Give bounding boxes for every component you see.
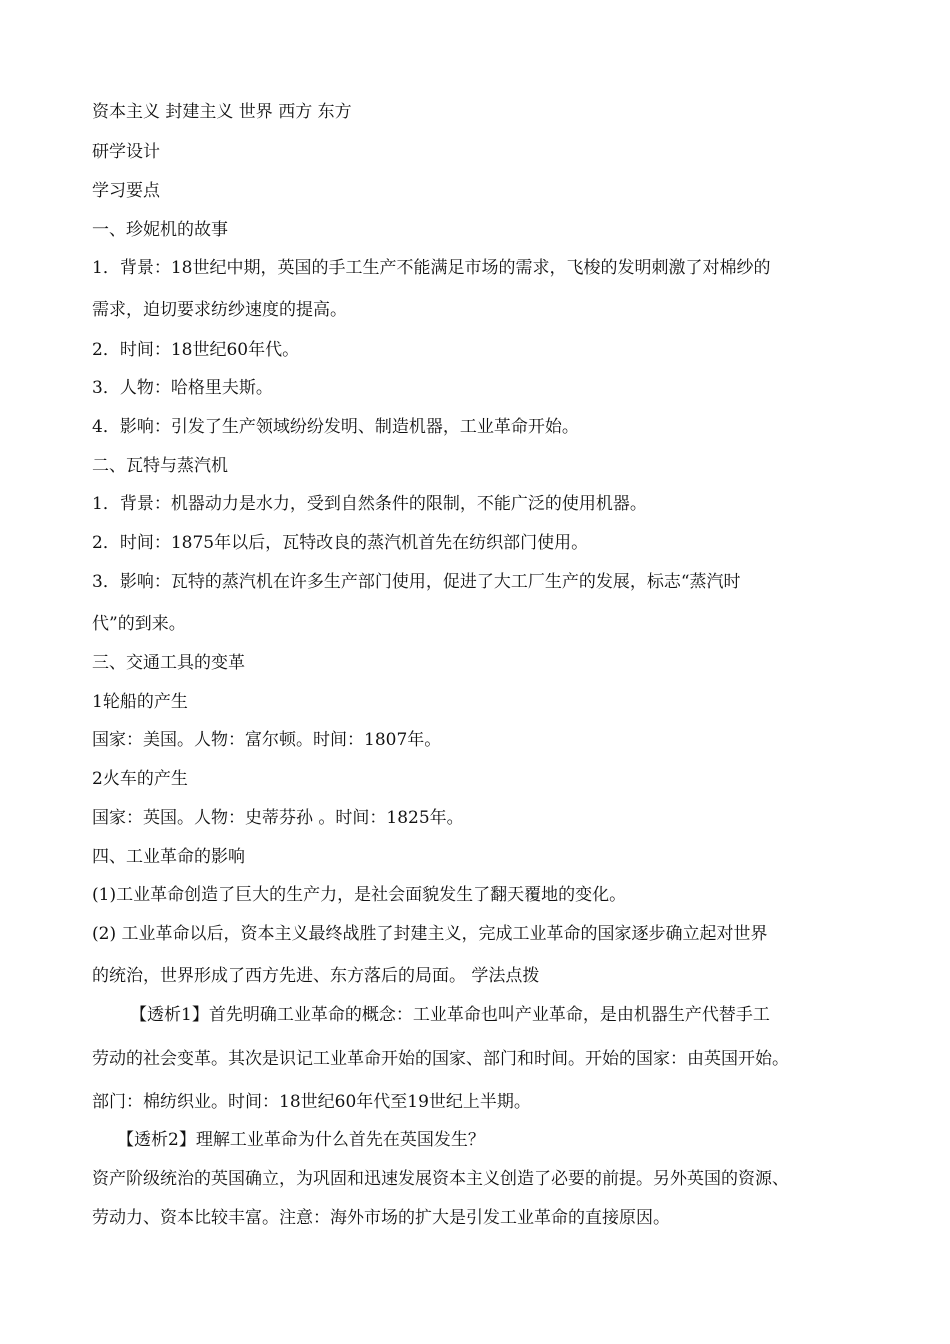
text-line: 资产阶级统治的英国确立，为巩固和迅速发展资本主义创造了必要的前提。另外英国的资源、 bbox=[92, 1169, 789, 1189]
text-line: 1．背景：18世纪中期，英国的手工生产不能满足市场的需求，飞梭的发明刺激了对棉纱的 bbox=[92, 258, 771, 278]
section-title-research-design: 研学设计 bbox=[92, 142, 160, 162]
heading-impact: 四、工业革命的影响 bbox=[92, 847, 245, 867]
subheading-train: 2火车的产生 bbox=[92, 769, 188, 789]
text-line: 2．时间：18世纪60年代。 bbox=[92, 340, 300, 360]
text-line: 国家：英国。人物：史蒂芬孙 。时间：1825年。 bbox=[92, 808, 464, 828]
text-line: 需求，迫切要求纺纱速度的提高。 bbox=[92, 300, 347, 320]
keyword-line: 资本主义 封建主义 世界 西方 东方 bbox=[92, 102, 352, 122]
text-line: 国家：美国。人物：富尔顿。时间：1807年。 bbox=[92, 730, 442, 750]
text-line: 2．时间：1875年以后，瓦特改良的蒸汽机首先在纺织部门使用。 bbox=[92, 533, 589, 553]
subheading-steamship: 1轮船的产生 bbox=[92, 692, 188, 712]
text-line: 4．影响：引发了生产领域纷纷发明、制造机器，工业革命开始。 bbox=[92, 417, 579, 437]
text-line: 代”的到来。 bbox=[92, 614, 186, 634]
analysis-2: 【透析2】理解工业革命为什么首先在英国发生？ bbox=[117, 1130, 485, 1150]
section-title-key-points: 学习要点 bbox=[92, 181, 160, 201]
text-line: 3．人物：哈格里夫斯。 bbox=[92, 378, 273, 398]
text-line: 1．背景：机器动力是水力，受到自然条件的限制，不能广泛的使用机器。 bbox=[92, 494, 647, 514]
analysis-1: 【透析1】首先明确工业革命的概念：工业革命也叫产业革命，是由机器生产代替手工 bbox=[130, 1005, 770, 1025]
text-line: 劳动的社会变革。其次是识记工业革命开始的国家、部门和时间。开始的国家：由英国开始。 bbox=[92, 1049, 789, 1069]
text-line: 的统治，世界形成了西方先进、东方落后的局面。 学法点拨 bbox=[92, 966, 540, 986]
heading-jenny-machine: 一、珍妮机的故事 bbox=[92, 220, 228, 240]
text-line: 劳动力、资本比较丰富。注意：海外市场的扩大是引发工业革命的直接原因。 bbox=[92, 1208, 670, 1228]
heading-transport: 三、交通工具的变革 bbox=[92, 653, 245, 673]
text-line: (2) 工业革命以后，资本主义最终战胜了封建主义，完成工业革命的国家逐步确立起对世界 bbox=[92, 924, 768, 944]
text-line: (1)工业革命创造了巨大的生产力，是社会面貌发生了翻天覆地的变化。 bbox=[92, 885, 627, 905]
text-line: 3．影响：瓦特的蒸汽机在许多生产部门使用，促进了大工厂生产的发展，标志“蒸汽时 bbox=[92, 572, 741, 592]
heading-watt-steam-engine: 二、瓦特与蒸汽机 bbox=[92, 456, 228, 476]
text-line: 部门：棉纺织业。时间：18世纪60年代至19世纪上半期。 bbox=[92, 1092, 531, 1112]
